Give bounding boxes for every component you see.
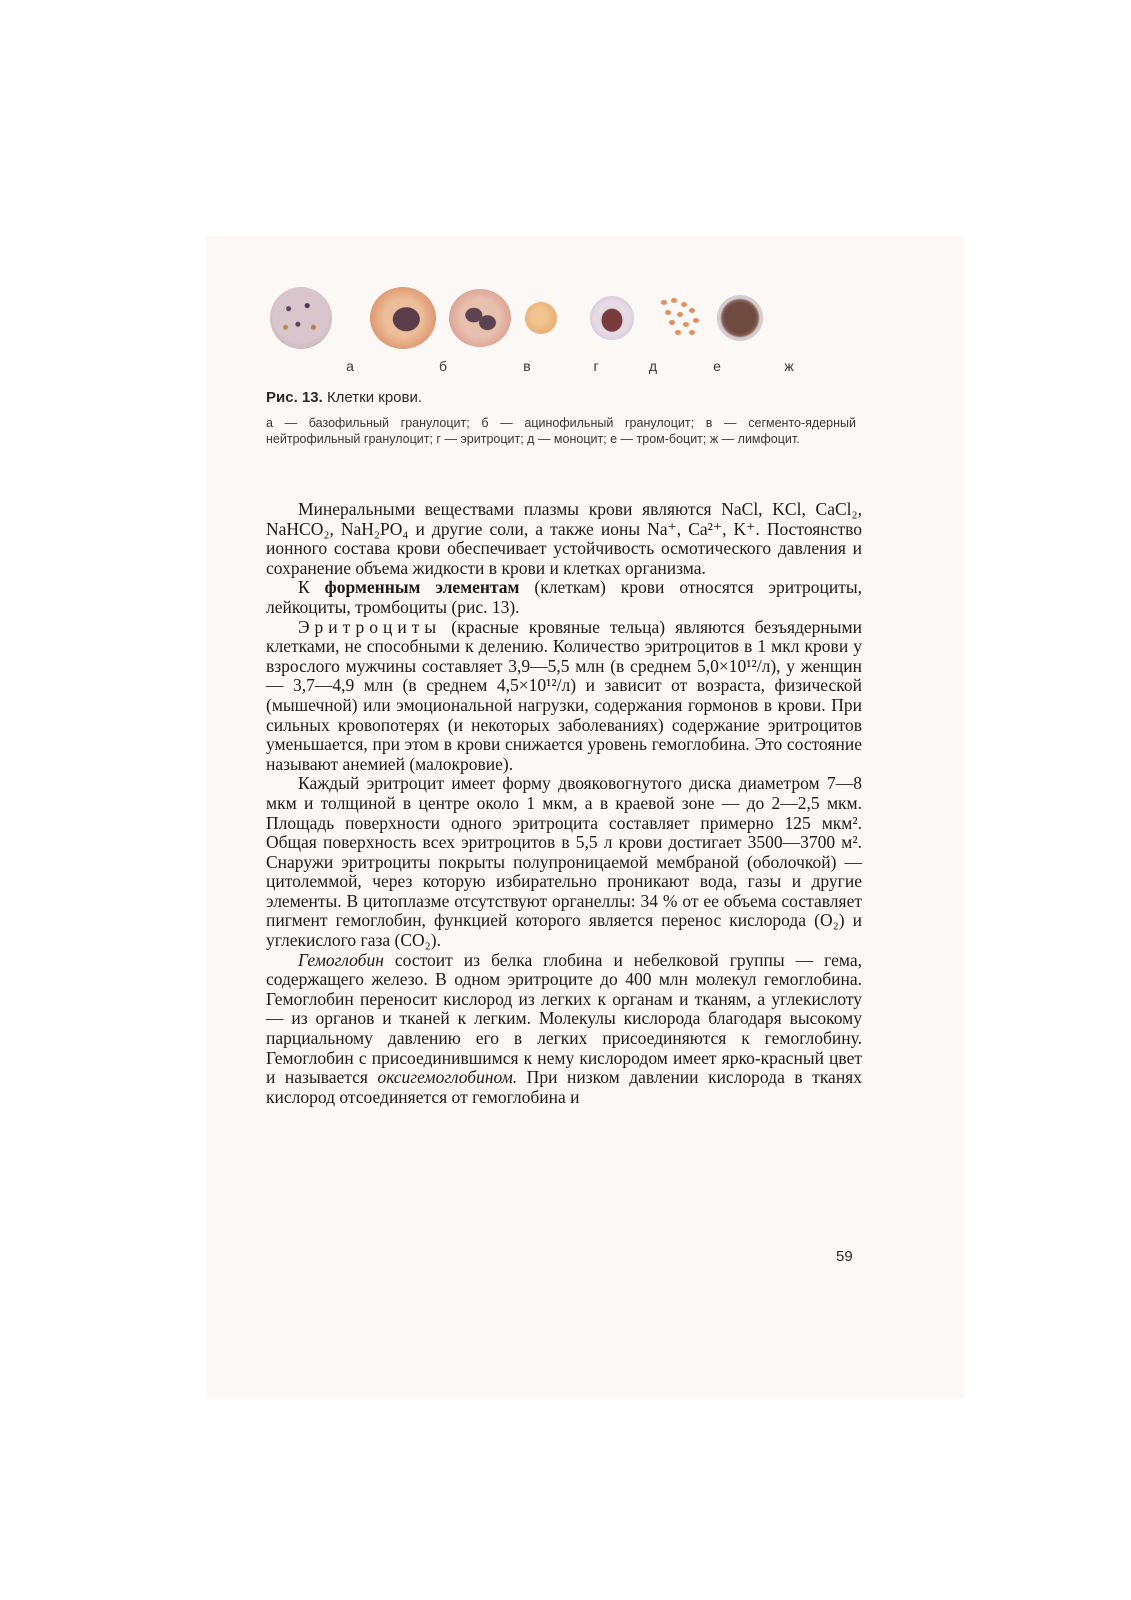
figure-number: Рис. 13.: [266, 389, 323, 406]
figure-label-a: а: [346, 358, 354, 374]
lymphocyte-illustration: [717, 295, 763, 341]
monocyte-illustration: [590, 296, 634, 340]
paragraph: К форменным элементам (клеткам) крови относятся эритроциты, лейкоциты, тромбоциты (рис. 13).: [266, 577, 862, 617]
platelets-illustration: [659, 298, 703, 338]
paragraph: Эритроциты (красные кровяные тельца) являются безъядерными клетками, не способными к делению. Количество эритроцитов в 1 мкл крови у взрослого мужчины составляет 3,9—5,5 млн (в среднем 5,0×10¹²/л), у женщин — 3,7—4,9 млн (в среднем 4,5×10¹²/л) и зависит от возраста, физической (мышечной) или эмоциональной нагрузки, содержания гормонов в крови. При сильных кровопотерях (и некоторых заболеваниях) содержание эритроцитов уменьшается, при этом в крови снижается уровень гемоглобина. Это состояние называют анемией (малокровие).: [266, 616, 862, 774]
term-italic: оксигемоглобином.: [377, 1067, 518, 1088]
eosinophil-illustration: [370, 287, 436, 349]
figure-caption-title: [266, 389, 422, 406]
page-number: 59: [836, 1248, 853, 1265]
figure-label-d: д: [648, 358, 658, 374]
term-bold: форменным элементам: [324, 577, 520, 598]
figure-label-v: в: [523, 358, 531, 374]
paragraph: Гемоглобин состоит из белка глобина и небелковой группы — гема, содержащего железо. В одном эритроците до 400 млн молекул гемоглобина. Гемоглобин переносит кислород из легких к органам и тканям, а углекислоту — из органов и тканей к легким. Молекулы кислорода благодаря высокому парциальному давлению его в легких присоединяются к гемоглобину. Гемоглобин с присоединившимся к нему кислородом имеет ярко-красный цвет и называется оксигемоглобином. При низком давлении кислорода в тканях кислород отсоединяется от гемоглобина и: [266, 949, 862, 1107]
body-text: [266, 500, 862, 1107]
book-page: [206, 236, 964, 1399]
figure-title: Клетки крови.: [326, 389, 423, 406]
paragraph: Минеральными веществами плазмы крови являются NaCl, KCl, CaCl₂, NaHCO₂, NaH₂PO₄ и другие соли, а также ионы Na⁺, Ca²⁺, K⁺. Постоянство ионного состава крови обеспечивает устойчивость осмотического давления и сохранение объема жидкости в крови и клетках организма.: [266, 499, 862, 578]
paragraph: Каждый эритроцит имеет форму двояковогнутого диска диаметром 7—8 мкм и толщиной в центре около 1 мкм, а в краевой зоне — до 2—2,5 мкм. Площадь поверхности одного эритроцита составляет примерно 125 мкм². Общая поверхность всех эритроцитов в 5,5 л крови достигает 3500—3700 м². Снаружи эритроциты покрыты полупроницаемой мембраной (оболочкой) — цитолеммой, через которую избирательно проникают вода, газы и другие элементы. В цитоплазме отсутствуют органеллы: 34 % от ее объема составляет пигмент гемоглобин, функцией которого является перенос кислорода (O₂) и углекислого газа (CO₂).: [266, 773, 862, 951]
erythrocyte-illustration: [525, 302, 557, 334]
figure-legend: а — базофильный гранулоцит; б — ацинофильный гранулоцит; в — сегменто-ядерный нейтрофильный гранулоцит; г — эритроцит; д — моноцит; е — тром-боцит; ж — лимфоцит.: [266, 416, 856, 446]
term-spaced: Эритроциты: [298, 616, 442, 637]
figure-label-b: б: [438, 358, 448, 374]
basophil-illustration: [270, 287, 332, 349]
figure-label-zh: ж: [784, 358, 794, 374]
neutrophil-illustration: [449, 289, 511, 347]
figure-label-g: г: [593, 358, 599, 374]
term-italic: Гемоглобин: [298, 949, 384, 970]
blood-cells-figure: [266, 278, 801, 378]
figure-label-e: е: [713, 358, 721, 374]
